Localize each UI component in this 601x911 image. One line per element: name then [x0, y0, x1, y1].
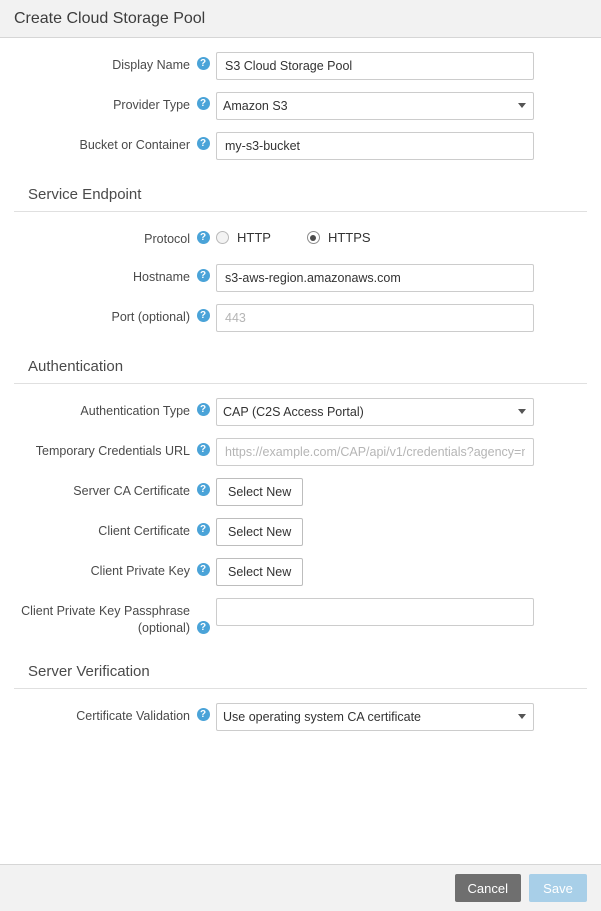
temp-credentials-url-label: Temporary Credentials URL	[35, 443, 190, 458]
dialog-footer	[0, 864, 601, 911]
bucket-help[interactable]	[190, 132, 216, 150]
certificate-validation-label: Certificate Validation	[76, 708, 190, 723]
auth-type-label: Authentication Type	[80, 403, 190, 418]
display-name-help[interactable]	[190, 52, 216, 70]
help-icon[interactable]: ?	[197, 523, 210, 536]
server-ca-certificate-select-new-button[interactable]: Select New	[216, 478, 303, 506]
client-certificate-label: Client Certificate	[98, 523, 190, 538]
server-ca-certificate-label: Server CA Certificate	[73, 483, 190, 498]
form-row-auth-type	[0, 398, 601, 426]
bucket-input[interactable]	[216, 132, 534, 160]
client-private-key-select-new-button[interactable]: Select New	[216, 558, 303, 586]
provider-type-field-cell	[216, 92, 587, 120]
server-ca-certificate-field-cell	[216, 478, 587, 506]
hostname-input[interactable]	[216, 264, 534, 292]
protocol-field-cell	[216, 226, 587, 245]
client-private-key-passphrase-field-cell	[216, 598, 587, 626]
help-icon[interactable]: ?	[197, 97, 210, 110]
help-icon[interactable]: ?	[197, 137, 210, 150]
save-button[interactable]: Save	[529, 874, 587, 902]
passphrase-label-line2: (optional)	[137, 620, 190, 635]
radio-label-https: HTTPS	[327, 230, 371, 245]
port-input[interactable]	[216, 304, 534, 332]
section-divider	[14, 383, 587, 384]
section-divider	[14, 211, 587, 212]
server-ca-certificate-help[interactable]	[190, 478, 216, 496]
cancel-button[interactable]: Cancel	[455, 874, 521, 902]
port-help[interactable]	[190, 304, 216, 322]
form-row-bucket	[0, 132, 601, 160]
help-icon[interactable]: ?	[197, 443, 210, 456]
section-title-service-endpoint: Service Endpoint	[28, 186, 142, 203]
client-certificate-select-new-button[interactable]: Select New	[216, 518, 303, 546]
form-row-protocol	[0, 226, 601, 248]
form-row-hostname	[0, 264, 601, 292]
help-icon[interactable]: ?	[197, 231, 210, 244]
form-row-temp-credentials-url	[0, 438, 601, 466]
radio-label-http: HTTP	[237, 230, 271, 245]
help-icon[interactable]: ?	[197, 269, 210, 282]
radio-circle-icon[interactable]	[307, 231, 320, 244]
hostname-help[interactable]	[190, 264, 216, 282]
certificate-validation-select[interactable]	[216, 703, 534, 731]
client-private-key-passphrase-help[interactable]	[190, 598, 216, 634]
temp-credentials-url-field-cell	[216, 438, 587, 466]
form-row-client-private-key	[0, 558, 601, 586]
port-label: Port (optional)	[111, 309, 190, 324]
client-private-key-field-cell	[216, 558, 587, 586]
port-field-cell	[216, 304, 587, 332]
radio-protocol-http[interactable]	[216, 230, 271, 245]
help-icon[interactable]: ?	[197, 708, 210, 721]
certificate-validation-help[interactable]	[190, 703, 216, 721]
protocol-label: Protocol	[144, 232, 190, 246]
section-divider	[14, 688, 587, 689]
radio-circle-icon[interactable]	[216, 231, 229, 244]
page-title: Create Cloud Storage Pool	[14, 9, 206, 27]
provider-type-label: Provider Type	[113, 98, 190, 112]
form-row-port	[0, 304, 601, 332]
help-icon[interactable]: ?	[197, 621, 210, 634]
auth-type-select[interactable]	[216, 398, 534, 426]
form-row-server-ca-certificate	[0, 478, 601, 506]
provider-type-help[interactable]	[190, 92, 216, 110]
bucket-field-cell	[216, 132, 587, 160]
temp-credentials-url-input[interactable]	[216, 438, 534, 466]
bucket-label: Bucket or Container	[79, 138, 190, 152]
form-row-client-private-key-passphrase	[0, 598, 601, 637]
client-private-key-help[interactable]	[190, 558, 216, 576]
help-icon[interactable]: ?	[197, 563, 210, 576]
dialog-body	[0, 38, 601, 864]
client-private-key-passphrase-input[interactable]	[216, 598, 534, 626]
temp-credentials-url-help[interactable]	[190, 438, 216, 456]
provider-type-select[interactable]	[216, 92, 534, 120]
protocol-radio-group	[216, 226, 587, 245]
passphrase-label-line1: Client Private Key Passphrase	[21, 603, 190, 618]
form-row-certificate-validation	[0, 703, 601, 731]
client-private-key-passphrase-label	[14, 598, 190, 637]
radio-protocol-https[interactable]	[307, 230, 371, 245]
client-certificate-help[interactable]	[190, 518, 216, 536]
certificate-validation-field-cell	[216, 703, 587, 731]
hostname-label: Hostname	[133, 269, 190, 284]
help-icon[interactable]: ?	[197, 403, 210, 416]
form-row-provider-type	[0, 92, 601, 120]
section-title-authentication: Authentication	[28, 357, 124, 375]
form-row-client-certificate	[0, 518, 601, 546]
help-icon[interactable]: ?	[197, 483, 210, 496]
display-name-label: Display Name	[112, 58, 190, 72]
help-icon[interactable]: ?	[197, 57, 210, 70]
display-name-input[interactable]	[216, 52, 534, 80]
client-private-key-label: Client Private Key	[90, 563, 190, 578]
form-row-display-name	[0, 52, 601, 80]
auth-type-help[interactable]	[190, 398, 216, 416]
section-title-server-verification: Server Verification	[28, 662, 150, 680]
dialog-header	[0, 0, 601, 38]
help-icon[interactable]: ?	[197, 309, 210, 322]
protocol-help[interactable]	[190, 226, 216, 244]
display-name-field-cell	[216, 52, 587, 80]
client-certificate-field-cell	[216, 518, 587, 546]
hostname-field-cell	[216, 264, 587, 292]
auth-type-field-cell	[216, 398, 587, 426]
